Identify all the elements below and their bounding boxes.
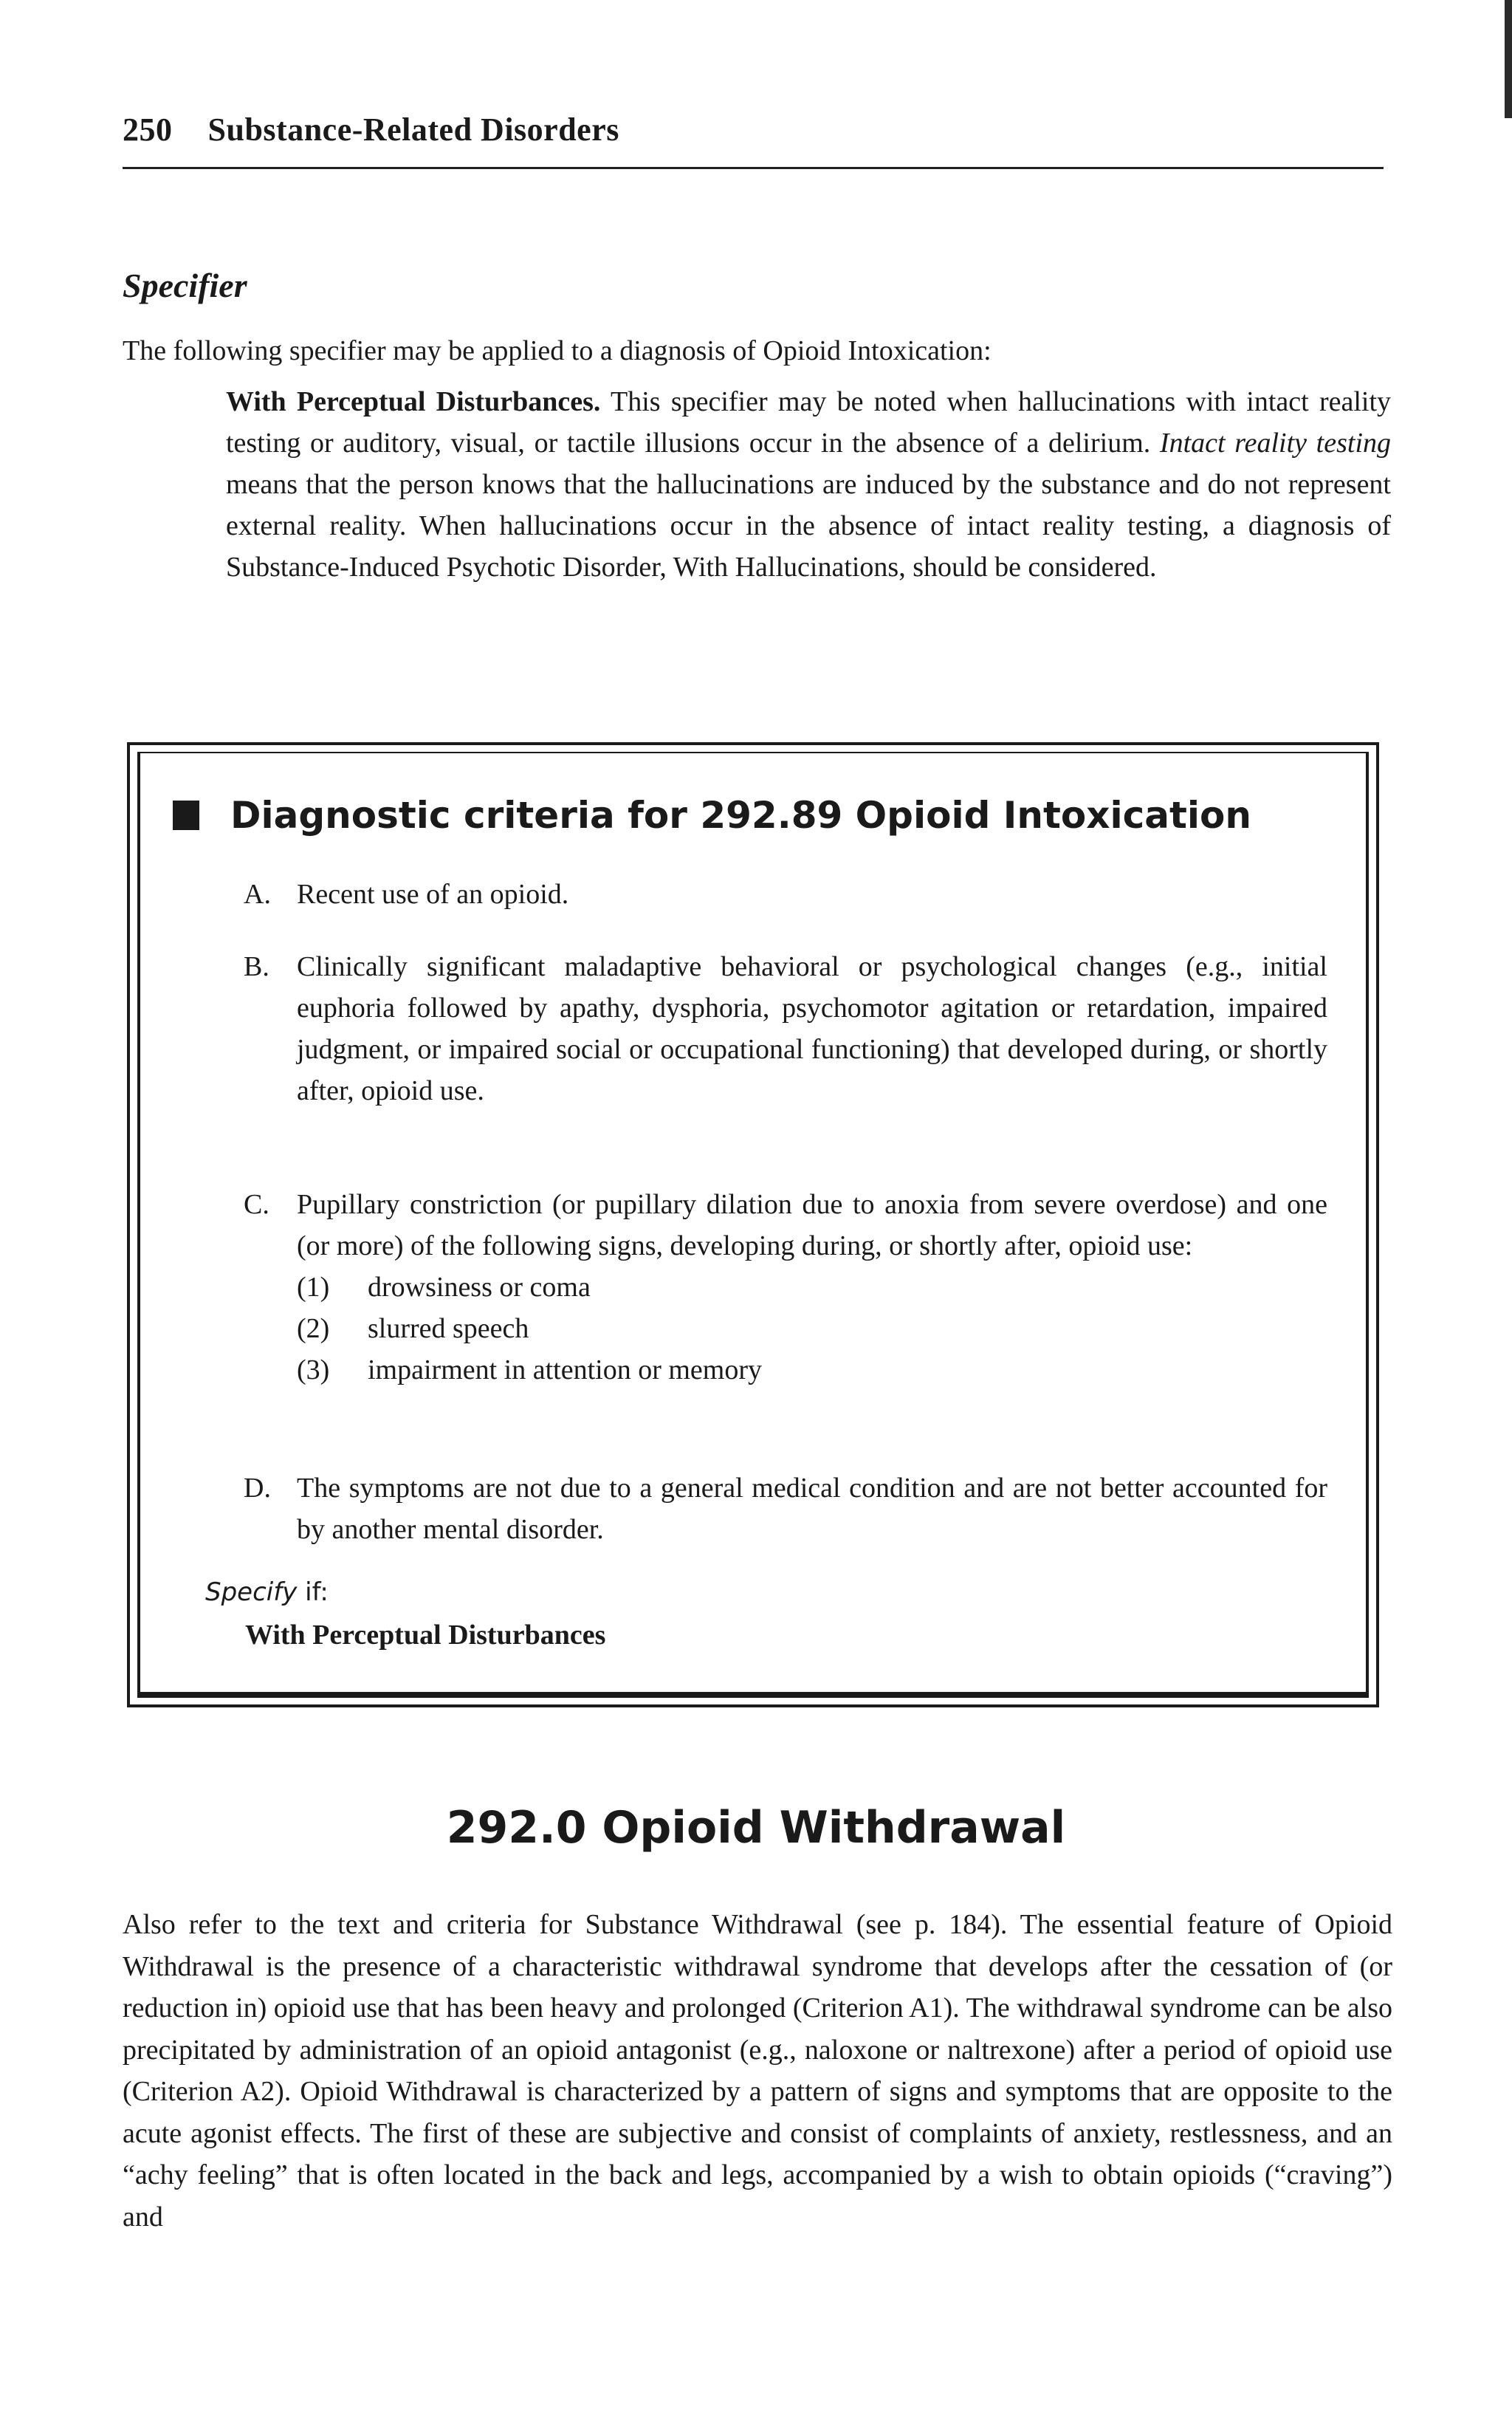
criteria-title-text: Diagnostic criteria for 292.89 Opioid Intoxication xyxy=(230,794,1252,837)
running-title: Substance-Related Disorders xyxy=(207,112,619,148)
criterion-c-sublist xyxy=(297,1267,1327,1391)
criterion-letter: C. xyxy=(244,1189,269,1220)
specify-suffix: if: xyxy=(297,1577,329,1607)
specifier-intro: The following specifier may be applied to a diagnosis of Opioid Intoxication: xyxy=(123,335,992,366)
specify-if-label xyxy=(205,1577,329,1607)
specifier-text-1: This specifier may be noted when hallucinations with intact reality testing or auditory, visual, or tactile illusions occur in the absence of a delirium. xyxy=(226,386,1392,459)
sublist-text: slurred speech xyxy=(368,1313,529,1344)
criterion-letter: A. xyxy=(244,879,271,910)
sublist-text: impairment in attention or memory xyxy=(368,1354,762,1385)
specify-value: With Perceptual Disturbances xyxy=(245,1620,606,1651)
withdrawal-paragraph: Also refer to the text and criteria for Substance Withdrawal (see p. 184). The essential feature of Opioid Withdrawal is the presence of a characteristic withdrawal syndrome that develops after the cessation of (or reduction in) opioid use that has been heavy and prolonged (Criterion A1). The withdrawal syndrome can be also precipitated by administration of an opioid antagonist (e.g., naloxone or naltrexone) after a period of opioid use (Criterion A2). Opioid Withdrawal is characterized by a pattern of signs and symptoms that are opposite to the acute agonist effects. The first of these are subjective and consist of complaints of anxiety, restlessness, and an “achy feeling” that is often located in the back and legs, accompanied by a wish to obtain opioids (“craving”) and xyxy=(123,1909,1392,2232)
list-item xyxy=(297,1267,1327,1308)
criterion-c xyxy=(244,1184,1327,1391)
list-item xyxy=(297,1349,1327,1391)
running-header xyxy=(123,111,1384,148)
criterion-text: Recent use of an opioid. xyxy=(297,879,569,910)
criteria-title xyxy=(173,794,1251,837)
sublist-text: drowsiness or coma xyxy=(368,1272,591,1303)
criterion-text: Clinically significant maladaptive behavioral or psychological changes (e.g., initial euphoria followed by apathy, dysphoria, psychomotor agitation or retardation, impaired judgment, or impaired social or occupational functioning) that developed during, or shortly after, opioid use. xyxy=(297,951,1327,1106)
page-number: 250 xyxy=(123,112,173,148)
header-rule xyxy=(123,167,1384,169)
criterion-letter: D. xyxy=(244,1473,271,1504)
sublist-number: (1) xyxy=(297,1272,330,1303)
criterion-text: The symptoms are not due to a general medical condition and are not better accounted for by another mental disorder. xyxy=(297,1473,1327,1545)
specifier-text-2: means that the person knows that the hallucinations are induced by the substance and do not represent external reality. When hallucinations occur in the absence of intact reality testing, a diagnosis of Substance-Induced Psychotic Disorder, With Hallucinations, should be considered. xyxy=(226,469,1391,583)
square-bullet-icon xyxy=(173,801,199,830)
specify-word: Specify xyxy=(205,1577,298,1607)
criterion-letter: B. xyxy=(244,951,269,982)
specifier-paragraph xyxy=(226,381,1391,588)
section-title: 292.0 Opioid Withdrawal xyxy=(446,1802,1066,1854)
specifier-heading: Specifier xyxy=(123,267,247,304)
scan-edge-shadow xyxy=(1505,0,1512,118)
specifier-term: With Perceptual Disturbances. xyxy=(226,386,601,417)
specifier-italic-term: Intact reality testing xyxy=(1159,428,1391,459)
criterion-a xyxy=(244,874,1327,915)
criterion-text: Pupillary constriction (or pupillary dilation due to anoxia from severe overdose) and one (or more) of the following signs, developing during, or shortly after, opioid use: xyxy=(297,1189,1327,1261)
sublist-number: (2) xyxy=(297,1313,330,1344)
sublist-number: (3) xyxy=(297,1354,330,1385)
criterion-b xyxy=(244,946,1327,1111)
criterion-d xyxy=(244,1467,1327,1550)
list-item xyxy=(297,1308,1327,1349)
